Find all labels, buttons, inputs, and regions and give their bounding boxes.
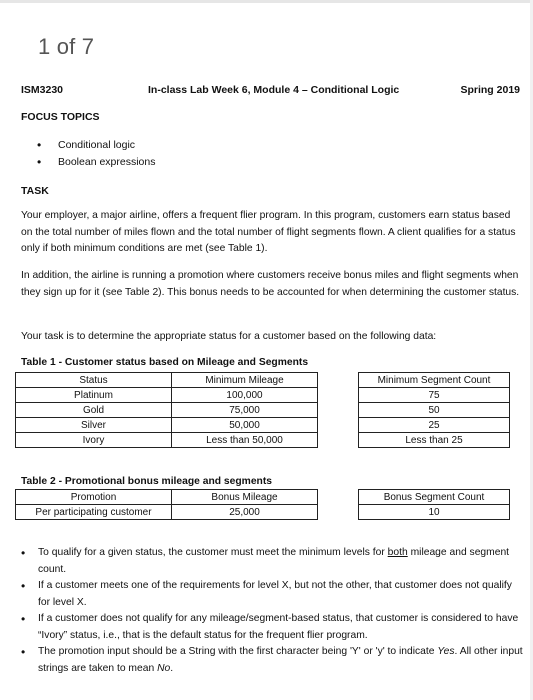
task-paragraph: Your employer, a major airline, offers a frequent flier program. In this program, customers earn status based on the total number of miles flown and the total number of flight segments flown. A client qualifies for a status only if both minimum conditions are met (see Table 1). — [21, 210, 516, 254]
document-header — [21, 84, 520, 98]
table-header-cell: Status — [16, 373, 172, 388]
rule-text: If a customer does not qualify for any mileage/segment-based status, that customer is considered to have “Ivory” status, i.e., that is the default status for the frequent flier program. — [38, 613, 519, 641]
task-heading: TASK — [21, 185, 49, 197]
table-cell: Per participating customer — [16, 505, 172, 520]
table-cell: Less than 25 — [359, 433, 510, 448]
table-cell: 25,000 — [172, 505, 318, 520]
table-cell: Platinum — [16, 388, 172, 403]
table-cell: 75,000 — [172, 403, 318, 418]
table-spacer-cell — [318, 418, 359, 433]
rule-item — [21, 611, 525, 644]
table-cell: 10 — [359, 505, 510, 520]
table-spacer-cell — [318, 403, 359, 418]
rule-emphasis: Yes — [437, 646, 455, 657]
table-row — [16, 388, 510, 403]
table-header-cell: Minimum Segment Count — [359, 373, 510, 388]
table-header-cell: Bonus Mileage — [172, 490, 318, 505]
rule-emphasis: No — [157, 662, 171, 674]
rule-text: . — [170, 662, 174, 674]
table-cell: 50 — [359, 403, 510, 418]
table-row — [16, 505, 510, 520]
table-cell: 25 — [359, 418, 510, 433]
focus-topics-list — [37, 138, 155, 172]
table-row — [16, 418, 510, 433]
viewer-top-border — [0, 0, 533, 3]
rule-text: . All other input strings are taken to mean — [38, 646, 523, 674]
table-cell: Silver — [16, 418, 172, 433]
table2-caption: Table 2 - Promotional bonus mileage and segments — [21, 476, 272, 487]
status-table — [15, 372, 510, 448]
rules-list — [21, 545, 525, 677]
table-cell: Less than 50,000 — [172, 433, 318, 448]
table-header-cell: Promotion — [16, 490, 172, 505]
table-header-cell: Minimum Mileage — [172, 373, 318, 388]
rule-item — [21, 545, 525, 578]
table-spacer-cell — [318, 505, 359, 520]
document-title: In-class Lab Week 6, Module 4 – Conditional Logic — [148, 84, 400, 96]
table-row — [16, 433, 510, 448]
table-header-cell: Bonus Segment Count — [359, 490, 510, 505]
focus-topics-heading: FOCUS TOPICS — [21, 111, 100, 123]
table-spacer-cell — [318, 373, 359, 388]
course-code: ISM3230 — [21, 84, 64, 96]
rule-item — [21, 644, 525, 677]
rule-emphasis: both — [387, 547, 408, 558]
rule-text: The promotion input should be a String with the first character being 'Y' or 'y' to indicate — [38, 646, 438, 657]
table-spacer-cell — [318, 433, 359, 448]
table-cell: 75 — [359, 388, 510, 403]
table-cell: 100,000 — [172, 388, 318, 403]
table-row — [16, 403, 510, 418]
rule-item — [21, 578, 525, 611]
rule-text: mileage and segment count. — [38, 547, 510, 575]
task-paragraph: In addition, the airline is running a promotion where customers receive bonus miles and flight segments when they sign up for it (see Table 2). This bonus needs to be accounted for when determining the customer status. — [21, 270, 520, 298]
rule-text: If a customer meets one of the requirements for level X, but not the other, that customer does not qualify for level X. — [38, 580, 512, 608]
table-cell: 50,000 — [172, 418, 318, 433]
promotion-table — [15, 489, 510, 520]
table-header-row — [16, 490, 510, 505]
rule-text: To qualify for a given status, the customer must meet the minimum levels for — [38, 547, 388, 558]
table-cell: Gold — [16, 403, 172, 418]
term-label: Spring 2019 — [460, 84, 520, 96]
table-cell: Ivory — [16, 433, 172, 448]
table1-caption: Table 1 - Customer status based on Mileage and Segments — [21, 357, 309, 368]
task-paragraph: Your task is to determine the appropriate status for a customer based on the following data: — [21, 331, 437, 342]
focus-topic: • Conditional logic — [37, 138, 155, 155]
focus-topic: • Boolean expressions — [37, 155, 155, 172]
table-spacer-cell — [318, 388, 359, 403]
table-spacer-cell — [318, 490, 359, 505]
page-indicator: 1 of 7 — [38, 34, 95, 59]
table-header-row — [16, 373, 510, 388]
